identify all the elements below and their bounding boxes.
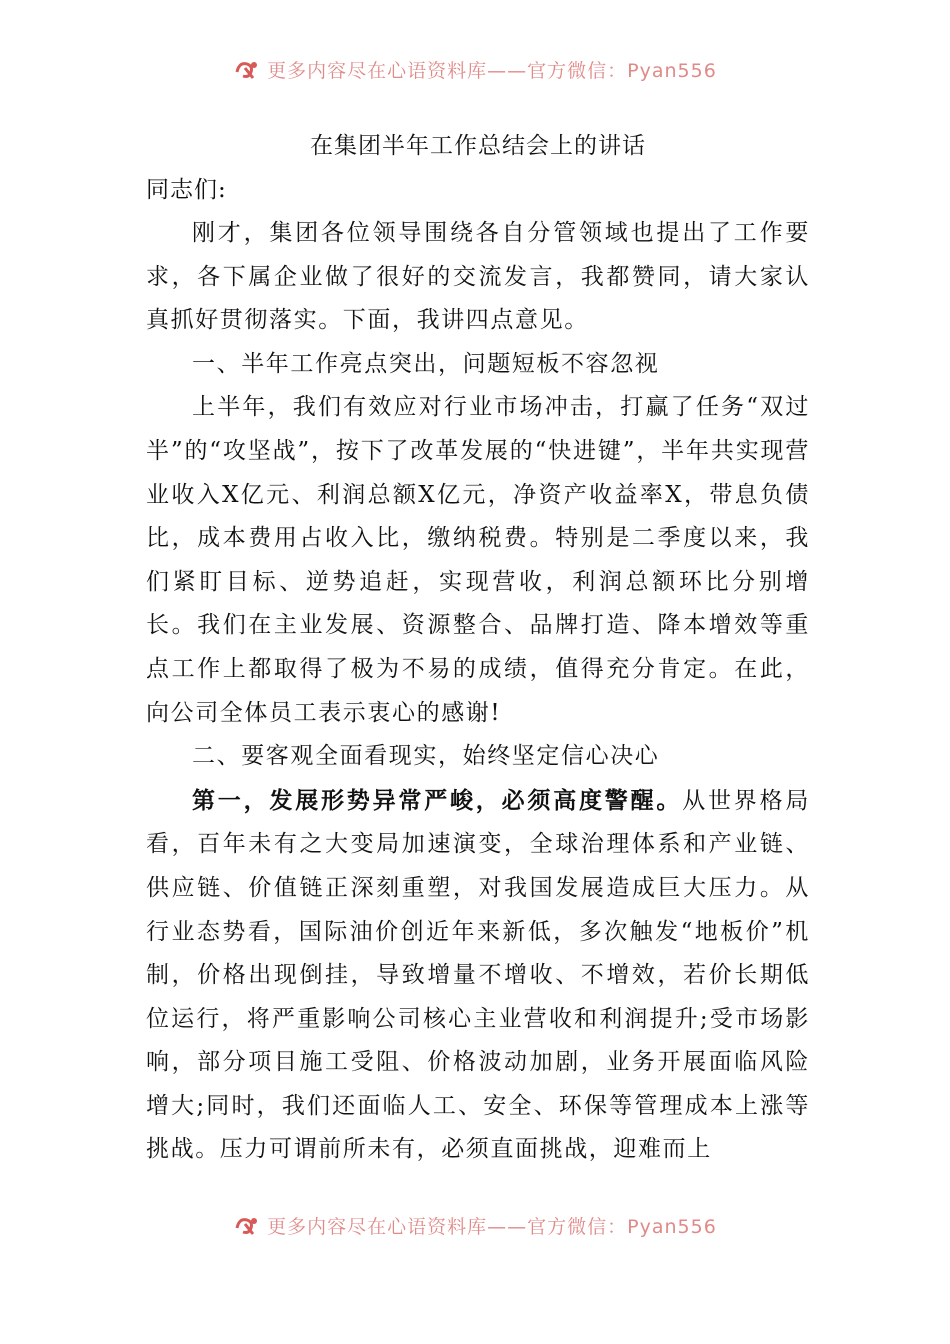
salutation: 同志们:: [146, 177, 227, 203]
watermark-logo-icon: [233, 1214, 259, 1238]
header-watermark: [0, 54, 950, 84]
document-body: [146, 124, 810, 1172]
watermark-text: 更多内容尽在心语资料库——官方微信：Pyan556: [267, 60, 717, 82]
bold-lead: 第一，发展形势异常严峻，必须高度警醒。: [192, 786, 683, 814]
section-heading: 二、要客观全面看现实，始终坚定信心决心: [192, 743, 660, 770]
watermark-logo-icon: [233, 58, 259, 82]
paragraph: 上半年，我们有效应对行业市场冲击，打赢了任务“双过半”的“攻坚战”，按下了改革发展的“快进键”，半年共实现营业收入X亿元、利润总额X亿元，净资产收益率X，带息负债比，成本费用占收入比，缴纳税费。特别是二季度以来，我们紧盯目标、逆势追赶，实现营收，利润总额环比分别增长。我们在主业发展、资源整合、品牌打造、降本增效等重点工作上都取得了极为不易的成绩，值得充分肯定。在此，向公司全体员工表示衷心的感谢!: [146, 394, 810, 726]
watermark-text: 更多内容尽在心语资料库——官方微信：Pyan556: [267, 1216, 717, 1238]
document-title: 在集团半年工作总结会上的讲话: [310, 133, 646, 159]
paragraph: 刚才，集团各位领导围绕各自分管领域也提出了工作要求，各下属企业做了很好的交流发言，我都赞同，请大家认真抓好贯彻落实。下面，我讲四点意见。: [146, 220, 810, 334]
paragraph: [146, 779, 810, 1172]
paragraph-text: 从世界格局看，百年未有之大变局加速演变，全球治理体系和产业链、供应链、价值链正深刻重塑，对我国发展造成巨大压力。从行业态势看，国际油价创近年来新低，多次触发“地板价”机制，价格出现倒挂，导致增量不增收、不增效，若价长期低位运行，将严重影响公司核心主业营收和利润提升;受市场影响，部分项目施工受阻、价格波动加剧，业务开展面临风险增大;同时，我们还面临人工、安全、环保等管理成本上涨等挑战。压力可谓前所未有，必须直面挑战，迎难而上: [146, 787, 811, 1163]
footer-watermark: [0, 1210, 950, 1240]
section-heading: 一、半年工作亮点突出，问题短板不容忽视: [192, 350, 660, 377]
